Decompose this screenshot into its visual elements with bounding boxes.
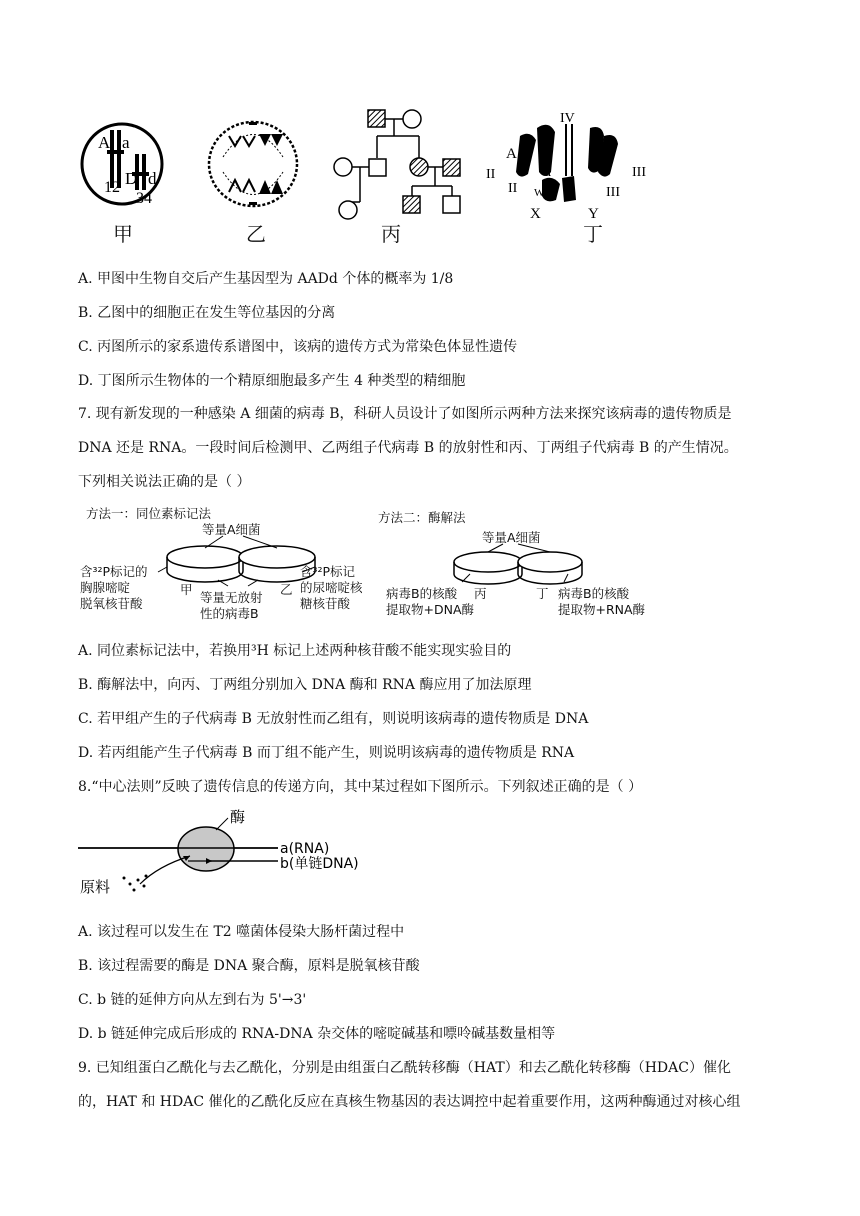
q8-raw-label: 原料: [80, 878, 111, 896]
equal-bacteria-2: 等量A细菌: [482, 530, 541, 545]
q9-stem-line-2: 的，HAT 和 HDAC 催化的乙酰化反应在真核生物基因的表达调控中起着重要作用，这两种酶通过对核心组: [78, 1094, 741, 1110]
q8-option-b: B. 该过程需要的酶是 DNA 聚合酶，原料是脱氧核苷酸: [78, 958, 420, 974]
q8-option-c: C. b 链的延伸方向从左到右为 5'→3': [78, 992, 307, 1008]
figure-bing-pedigree: [328, 106, 468, 222]
q8-b-label: b(单链DNA): [280, 856, 359, 872]
mid-label-1: 等量无放射: [200, 590, 263, 605]
equal-bacteria-1: 等量A细菌: [202, 522, 261, 537]
q7-option-c: C. 若甲组产生的子代病毒 B 无放射性而乙组有，则说明该病毒的遗传物质是 DNA: [78, 711, 589, 727]
dish-bing-label: 丙: [474, 586, 487, 601]
virus-label-2: 提取物+DNA酶: [386, 602, 475, 617]
q8-a-label: a(RNA): [280, 841, 330, 857]
right-label-2: 的尿嘧啶核: [300, 580, 363, 595]
right-label-3: 糖核苷酸: [300, 596, 351, 611]
allele-D: D: [125, 169, 138, 188]
left-label-3: 脱氧核苷酸: [80, 596, 143, 611]
q8-enzyme-label: 酶: [230, 808, 246, 826]
q6-option-c: C. 丙图所示的家系遗传系谱图中，该病的遗传方式为常染色体显性遗传: [78, 339, 518, 355]
q8-option-d: D. b 链延伸完成后形成的 RNA-DNA 杂交体的嘧啶碱基和嘌呤碱基数量相等: [78, 1026, 556, 1042]
right-label-1: 含³²P标记: [300, 564, 356, 579]
enzyme-label-2: 提取物+RNA酶: [558, 602, 646, 617]
ding-label-W: W: [534, 187, 545, 199]
ding-label-a: a: [544, 163, 552, 180]
chrom-num-34: 34: [136, 190, 152, 207]
q8-option-a: A. 该过程可以发生在 T2 噬菌体侵染大肠杆菌过程中: [78, 924, 405, 940]
figure-ding: [482, 106, 654, 226]
ding-label-A: A: [506, 146, 517, 162]
fig-label-ding: 丁: [583, 222, 603, 246]
chrom-num-12: 12: [104, 179, 120, 196]
allele-d: d: [148, 169, 157, 188]
q8-stem: 8.“中心法则”反映了遗传信息的传递方向，其中某过程如下图所示。下列叙述正确的是（ ）: [78, 779, 643, 795]
dish-yi-label: 乙: [280, 582, 293, 597]
q6-option-b: B. 乙图中的细胞正在发生等位基因的分离: [78, 305, 336, 321]
q7-option-a: A. 同位素标记法中，若换用³H 标记上述两种核苷酸不能实现实验目的: [78, 643, 512, 659]
enzyme-label-1: 病毒B的核酸: [558, 586, 630, 601]
dish-ding-label: 丁: [536, 586, 549, 601]
allele-A: A: [98, 133, 111, 152]
q7-figure: [78, 500, 648, 630]
q7-stem-line-1: 7. 现有新发现的一种感染 A 细菌的病毒 B，科研人员设计了如图所示两种方法来探究该病毒的遗传物质是: [78, 406, 732, 422]
fig-label-jia: 甲: [113, 222, 133, 246]
q9-stem-line-1: 9. 已知组蛋白乙酰化与去乙酰化，分别是由组蛋白乙酰转移酶（HAT）和去乙酰化转移酶（HDAC）催化: [78, 1060, 731, 1076]
mid-label-2: 性的病毒B: [200, 606, 259, 621]
ding-label-X: X: [530, 206, 541, 222]
ding-label-II: II: [486, 167, 496, 182]
ding-label-III: III: [632, 165, 646, 180]
ding-label-IV: IV: [560, 111, 575, 126]
q7-option-d: D. 若丙组能产生子代病毒 B 而丁组不能产生，则说明该病毒的遗传物质是 RNA: [78, 745, 575, 761]
ding-label-III-2: III: [606, 185, 620, 200]
method2-title: 方法二：酶解法: [378, 510, 466, 525]
method1-title: 方法一：同位素标记法: [86, 506, 212, 521]
ding-label-Y: Y: [588, 206, 599, 222]
q7-stem-line-2: DNA 还是 RNA。一段时间后检测甲、乙两组子代病毒 B 的放射性和丙、丁两组子代病毒 B 的产生情况。: [78, 440, 738, 456]
allele-a: a: [122, 133, 130, 152]
figure-jia: [80, 112, 170, 222]
dish-jia-label: 甲: [180, 582, 193, 597]
q6-option-a: A. 甲图中生物自交后产生基因型为 AADd 个体的概率为 1/8: [78, 271, 454, 287]
q8-figure: [78, 806, 398, 902]
virus-label-1: 病毒B的核酸: [386, 586, 458, 601]
fig-label-bing: 丙: [381, 222, 401, 246]
left-label-2: 胸腺嘧啶: [80, 580, 131, 595]
fig-label-yi: 乙: [246, 222, 266, 246]
q7-option-b: B. 酶解法中，向丙、丁两组分别加入 DNA 酶和 RNA 酶应用了加法原理: [78, 677, 532, 693]
left-label-1: 含³²P标记的: [80, 564, 148, 579]
figure-yi: [203, 112, 303, 212]
ding-label-II-2: II: [508, 181, 518, 196]
q6-option-d: D. 丁图所示生物体的一个精原细胞最多产生 4 种类型的精细胞: [78, 373, 466, 389]
q7-stem-line-3: 下列相关说法正确的是（ ）: [78, 474, 251, 490]
